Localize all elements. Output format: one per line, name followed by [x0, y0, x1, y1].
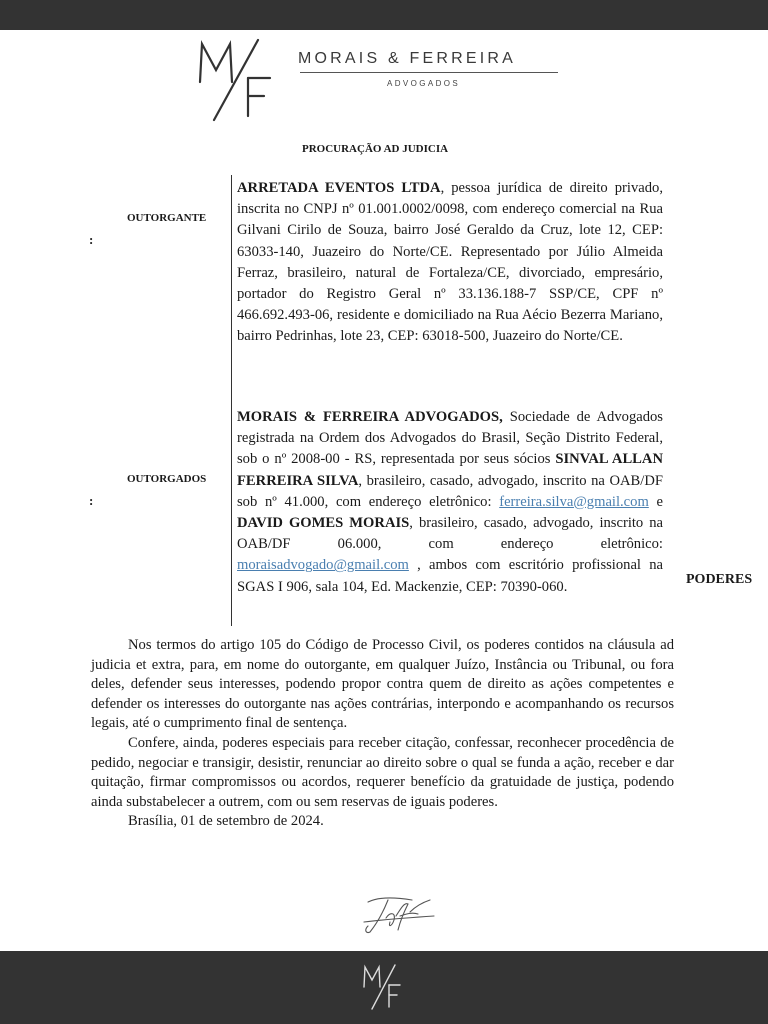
email-link-2[interactable]: moraisadvogado@gmail.com [237, 557, 409, 574]
column-divider [231, 175, 232, 626]
outorgados-colon: : [89, 493, 94, 508]
outorgante-name: ARRETADA EVENTOS LTDA [237, 180, 441, 196]
outorgados-label: OUTORGADOS [127, 473, 207, 485]
top-bar [0, 0, 768, 30]
firm-subtitle: ADVOGADOS [387, 79, 461, 88]
email-link-1[interactable]: ferreira.silva@gmail.com [499, 493, 649, 510]
outorgante-label: OUTORGANTE [127, 212, 207, 224]
document-title: PROCURAÇÃO AD JUDICIA [302, 143, 449, 155]
outorgados-paragraph [237, 407, 663, 598]
firm-legal-name: MORAIS & FERREIRA ADVOGADOS, [237, 409, 503, 425]
poderes-paragraph-1: Nos termos do artigo 105 do Código de Processo Civil, os poderes contidos na cláusula ad judicia et extra, para, em nome do outorgante, em qualquer Juízo, Instância ou Tribunal, ou fora deles, defender seus interesses, podendo propor contra quem de direito as ações competentes e defender os interesses do outorgante nas ações contrárias, interpondo e acompanhando os recursos legais, até o cumprimento final de sentença. [91, 637, 674, 732]
outorgados-text-5: , ambos com escritório profissional na SGAS I 906, sala 104, Ed. Mackenzie, CEP: 70390-060. [237, 557, 663, 595]
poderes-label: PODERES [686, 572, 753, 587]
brand-divider [300, 72, 558, 73]
partner-name-1: SINVAL ALLAN FERREIRA SILVA [237, 451, 663, 489]
footer-monogram-logo [362, 963, 404, 1011]
outorgados-text-1: Sociedade de Advogados registrada na Ordem dos Advogados do Brasil, Seção Distrito Federal, sob o nº 2008-00 - RS, representada por seus sócios [237, 409, 663, 468]
outorgados-text-3: e [648, 493, 663, 510]
signature-image [360, 892, 438, 936]
partner-name-2: DAVID GOMES MORAIS [237, 515, 410, 532]
firm-monogram-logo [196, 38, 280, 122]
outorgados-text-2: , brasileiro, casado, advogado, inscrito na OAB/DF sob nº 41.000, com endereço eletrônico: [237, 472, 664, 510]
date-line: Brasília, 01 de setembro de 2024. [128, 813, 324, 830]
outorgante-details: , pessoa jurídica de direito privado, inscrita no CNPJ nº 01.001.0002/0098, com endereço comercial na Rua Gilvani Cirilo de Souza, bairro José Geraldo da Cruz, lote 12, CEP: 63033-140, Juazeiro do Norte/CE. Representado por Júlio Almeida Ferraz, brasileiro, natural de Fortaleza/CE, divorciado, empresário, portador do Registro Geral nº 33.136.188-7 SSP/CE, CPF nº 466.692.493-06, residente e domiciliado na Rua Aécio Bezerra Mariano, bairro Pedrinhas, lote 23, CEP: 63018-500, Juazeiro do Norte/CE. [237, 180, 663, 345]
firm-name: MORAIS & FERREIRA [298, 50, 516, 67]
poderes-body [91, 636, 674, 832]
outorgante-paragraph [237, 178, 663, 348]
outorgante-colon: : [89, 232, 94, 247]
poderes-paragraph-2: Confere, ainda, poderes especiais para receber citação, confessar, reconhecer procedência de pedido, negociar e transigir, desistir, renunciar ao direito sobre o qual se funda a ação, receber e dar quitação, firmar compromissos ou acordos, requerer benefício da gratuidade de justiça, podendo ainda substabelecer a outrem, com ou sem reservas de iguais poderes. [91, 734, 674, 810]
outorgados-text-4: , brasileiro, casado, advogado, inscrito na OAB/DF 06.000, com endereço eletrônico: [237, 515, 664, 553]
